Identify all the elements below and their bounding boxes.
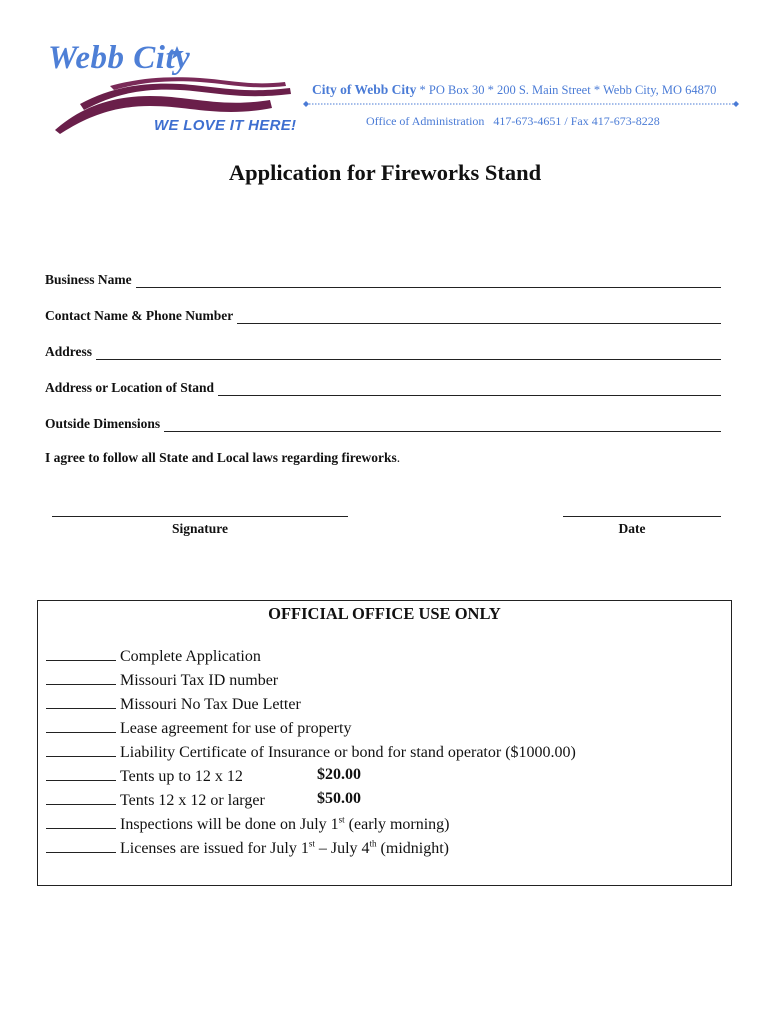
stand-location-field[interactable] (45, 378, 721, 396)
check-blank[interactable] (46, 742, 116, 757)
field-label: Contact Name & Phone Number (45, 308, 234, 323)
ordinal-suffix: st (338, 814, 345, 825)
date-label: Date (618, 521, 646, 536)
check-blank[interactable] (46, 646, 116, 661)
field-line[interactable] (96, 345, 721, 360)
item-text: Inspections will be done on July 1 (120, 816, 339, 833)
check-blank[interactable] (46, 694, 116, 709)
address-field[interactable] (45, 342, 721, 360)
office-checklist-item (46, 838, 449, 858)
check-blank[interactable] (46, 790, 116, 805)
office-checklist-item (46, 790, 546, 810)
field-label: Business Name (45, 272, 132, 287)
business-name-field[interactable] (45, 270, 721, 288)
field-line[interactable] (136, 273, 721, 288)
office-checklist-item (46, 814, 450, 834)
logo-tagline: WE LOVE IT HERE! (154, 117, 297, 134)
fee-amount: $20.00 (317, 766, 361, 783)
header-divider (303, 101, 739, 107)
signature-line[interactable] (52, 516, 348, 517)
field-label: Outside Dimensions (45, 416, 161, 431)
item-text: Tents 12 x 12 or larger (120, 792, 265, 809)
item-text: Missouri No Tax Due Letter (120, 696, 301, 713)
office-use-title: OFFICIAL OFFICE USE ONLY (268, 604, 501, 623)
field-label: Address or Location of Stand (45, 380, 215, 395)
office-checklist-item (46, 766, 546, 786)
field-line[interactable] (218, 381, 721, 396)
field-line[interactable] (164, 417, 721, 432)
ordinal-suffix: st (308, 838, 315, 849)
check-blank[interactable] (46, 814, 116, 829)
check-blank[interactable] (46, 670, 116, 685)
item-text: Complete Application (120, 648, 261, 665)
field-line[interactable] (237, 309, 721, 324)
item-text: Missouri Tax ID number (120, 672, 279, 689)
item-text: – July 4 (314, 840, 370, 857)
office-checklist-item (46, 646, 261, 666)
check-blank[interactable] (46, 766, 116, 781)
item-text: Licenses are issued for July 1 (120, 840, 309, 857)
item-text: Tents up to 12 x 12 (120, 768, 243, 785)
field-label: Address (45, 344, 93, 359)
agreement-statement (45, 450, 400, 466)
city-address: * PO Box 30 * 200 S. Main Street * Webb City, MO 64870 (416, 83, 717, 97)
signature-label: Signature (171, 521, 228, 536)
agreement-period: . (396, 450, 401, 465)
date-line[interactable] (563, 516, 721, 517)
outside-dimensions-field[interactable] (45, 414, 721, 432)
office-checklist-item (46, 694, 301, 714)
item-text: Lease agreement for use of property (120, 720, 352, 737)
item-text: (early morning) (344, 816, 450, 833)
office-checklist-item (46, 742, 576, 762)
agreement-text: I agree to follow all State and Local laws regarding fireworks (45, 450, 397, 465)
fee-amount: $50.00 (317, 790, 361, 807)
ordinal-suffix: th (369, 838, 377, 849)
office-checklist-item (46, 670, 278, 690)
item-text: (midnight) (376, 840, 449, 857)
contact-name-field[interactable] (45, 306, 721, 324)
check-blank[interactable] (46, 838, 116, 853)
item-text: Liability Certificate of Insurance or bond for stand operator ($1000.00) (120, 744, 576, 761)
office-contact: Office of Administration 417-673-4651 / Fax 417-673-8228 (366, 114, 660, 128)
office-checklist-item (46, 718, 351, 738)
form-title: Application for Fireworks Stand (228, 160, 542, 185)
city-name: City of Webb City (312, 82, 417, 97)
check-blank[interactable] (46, 718, 116, 733)
logo-title: Webb City (48, 40, 191, 76)
header-address (312, 82, 716, 98)
